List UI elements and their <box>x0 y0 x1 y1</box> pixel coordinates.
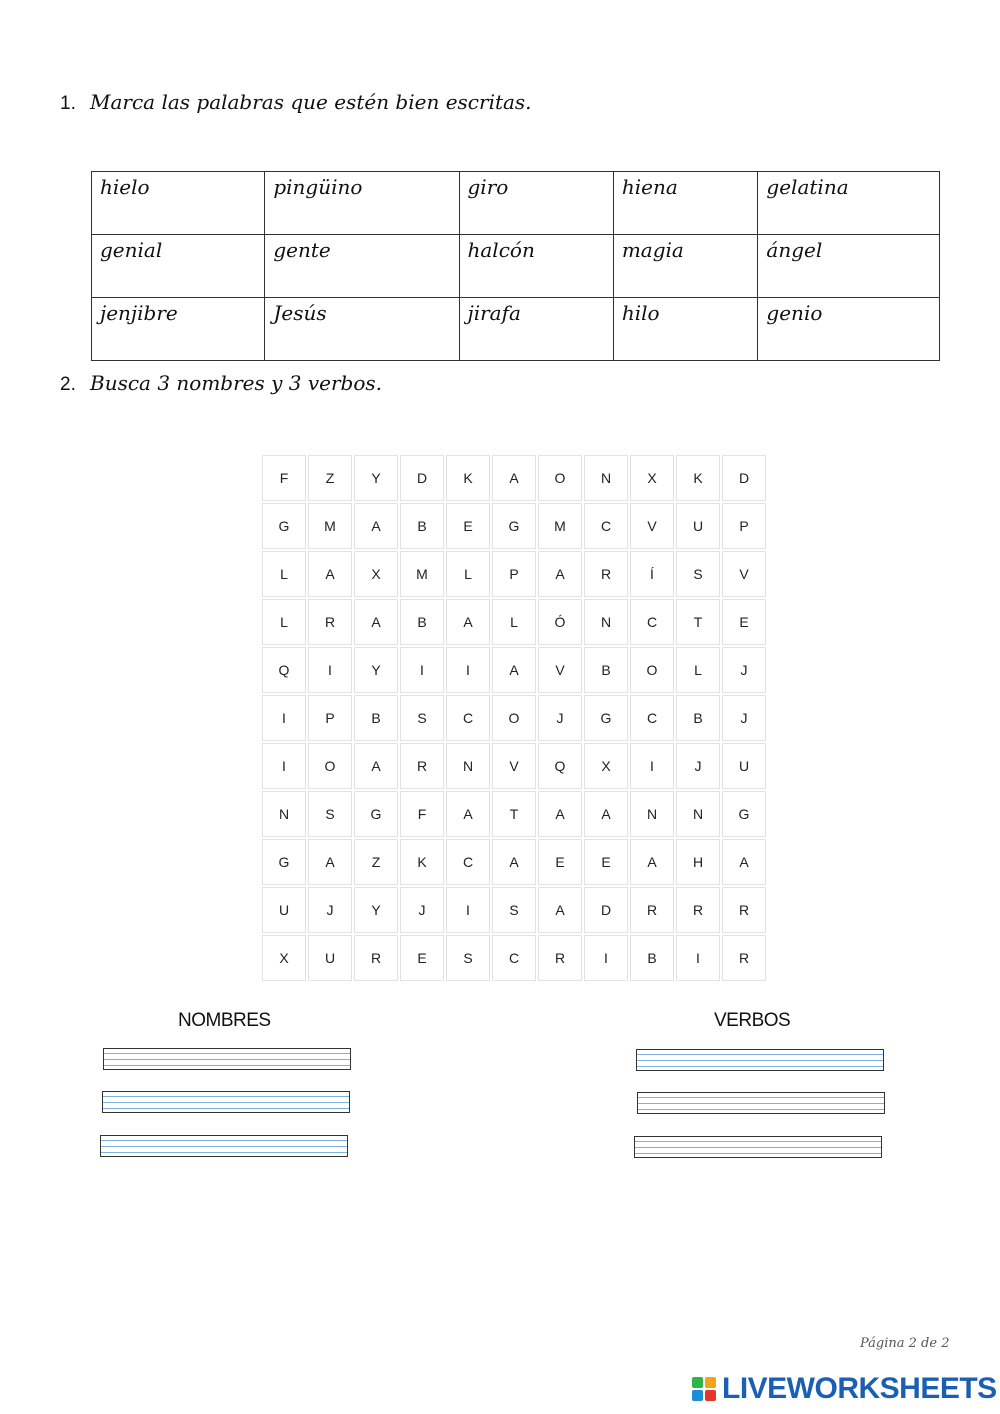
word-cell[interactable]: genial <box>92 235 265 298</box>
letter-cell[interactable]: P <box>722 503 766 549</box>
letter-cell[interactable]: A <box>538 791 582 837</box>
letter-cell[interactable]: C <box>492 935 536 981</box>
letter-cell[interactable]: J <box>676 743 720 789</box>
letter-cell[interactable]: Z <box>354 839 398 885</box>
letter-cell[interactable]: M <box>400 551 444 597</box>
word-cell[interactable]: pingüino <box>265 172 459 235</box>
letter-cell[interactable]: I <box>400 647 444 693</box>
letter-cell[interactable]: K <box>400 839 444 885</box>
letter-cell[interactable]: R <box>538 935 582 981</box>
letter-cell[interactable]: V <box>630 503 674 549</box>
letter-cell[interactable]: K <box>446 455 490 501</box>
letter-cell[interactable]: A <box>584 791 628 837</box>
letter-cell[interactable]: X <box>584 743 628 789</box>
letter-cell[interactable]: J <box>722 695 766 741</box>
letter-cell[interactable]: S <box>400 695 444 741</box>
verbos-answer-line-2[interactable] <box>637 1092 885 1114</box>
letter-cell[interactable]: G <box>492 503 536 549</box>
question-1-number: 1. <box>60 93 76 114</box>
brand-logo <box>692 1372 997 1406</box>
letter-cell[interactable]: R <box>676 887 720 933</box>
letter-cell[interactable]: Í <box>630 551 674 597</box>
letter-cell[interactable]: A <box>446 599 490 645</box>
letter-cell[interactable]: A <box>308 551 352 597</box>
letter-cell[interactable]: F <box>400 791 444 837</box>
word-cell[interactable]: hiena <box>613 172 758 235</box>
word-search-grid <box>262 455 766 981</box>
letter-cell[interactable]: Y <box>354 647 398 693</box>
letter-cell[interactable]: B <box>400 599 444 645</box>
letter-cell[interactable]: H <box>676 839 720 885</box>
letter-cell[interactable]: N <box>676 791 720 837</box>
letter-cell[interactable]: D <box>584 887 628 933</box>
letter-cell[interactable]: Q <box>262 647 306 693</box>
letter-cell[interactable]: L <box>262 599 306 645</box>
letter-cell[interactable]: J <box>308 887 352 933</box>
letter-cell[interactable]: G <box>262 839 306 885</box>
letter-cell[interactable]: A <box>492 839 536 885</box>
letter-cell[interactable]: I <box>630 743 674 789</box>
letter-cell[interactable]: U <box>722 743 766 789</box>
letter-cell[interactable]: I <box>262 695 306 741</box>
letter-cell[interactable]: D <box>722 455 766 501</box>
letter-cell[interactable]: A <box>354 599 398 645</box>
letter-cell[interactable]: Y <box>354 887 398 933</box>
nombres-answer-line-3[interactable] <box>100 1135 348 1157</box>
word-cell[interactable]: magia <box>613 235 758 298</box>
letter-cell[interactable]: S <box>308 791 352 837</box>
letter-cell[interactable]: O <box>538 455 582 501</box>
word-cell[interactable]: genio <box>758 298 940 361</box>
letter-cell[interactable]: E <box>446 503 490 549</box>
letter-cell[interactable]: G <box>354 791 398 837</box>
letter-cell[interactable]: J <box>400 887 444 933</box>
nombres-title: NOMBRES <box>178 1010 271 1031</box>
letter-cell[interactable]: A <box>354 503 398 549</box>
word-cell[interactable]: gelatina <box>758 172 940 235</box>
letter-cell[interactable]: Z <box>308 455 352 501</box>
letter-cell[interactable]: X <box>630 455 674 501</box>
word-cell[interactable]: gente <box>265 235 459 298</box>
letter-cell[interactable]: E <box>722 599 766 645</box>
letter-cell[interactable]: K <box>676 455 720 501</box>
letter-cell[interactable]: M <box>308 503 352 549</box>
letter-cell[interactable]: V <box>492 743 536 789</box>
letter-cell[interactable]: C <box>630 695 674 741</box>
letter-cell[interactable]: J <box>538 695 582 741</box>
nombres-answer-line-2[interactable] <box>102 1091 350 1113</box>
letter-cell[interactable]: F <box>262 455 306 501</box>
question-2-text: Busca 3 nombres y 3 verbos. <box>90 371 383 395</box>
page-number: Página 2 de 2 <box>860 1336 950 1351</box>
word-cell[interactable]: ángel <box>758 235 940 298</box>
letter-cell[interactable]: L <box>446 551 490 597</box>
word-cell[interactable]: Jesús <box>265 298 459 361</box>
letter-cell[interactable]: N <box>446 743 490 789</box>
question-2 <box>60 371 382 396</box>
letter-cell[interactable]: I <box>676 935 720 981</box>
words-table-row <box>92 172 940 235</box>
letter-cell[interactable]: Y <box>354 455 398 501</box>
letter-cell[interactable]: L <box>492 599 536 645</box>
letter-cell[interactable]: R <box>722 935 766 981</box>
letter-cell[interactable]: A <box>492 647 536 693</box>
letter-cell[interactable]: I <box>446 887 490 933</box>
letter-cell[interactable]: U <box>262 887 306 933</box>
letter-cell[interactable]: A <box>354 743 398 789</box>
letter-cell[interactable]: V <box>538 647 582 693</box>
question-1-text: Marca las palabras que estén bien escritas. <box>90 90 532 114</box>
letter-cell[interactable]: B <box>400 503 444 549</box>
word-cell[interactable]: giro <box>459 172 613 235</box>
letter-cell[interactable]: A <box>446 791 490 837</box>
letter-cell[interactable]: B <box>630 935 674 981</box>
letter-cell[interactable]: I <box>584 935 628 981</box>
letter-cell[interactable]: O <box>492 695 536 741</box>
letter-cell[interactable]: R <box>354 935 398 981</box>
letter-cell[interactable]: E <box>584 839 628 885</box>
letter-cell[interactable]: R <box>722 887 766 933</box>
letter-cell[interactable]: P <box>308 695 352 741</box>
letter-cell[interactable]: B <box>676 695 720 741</box>
letter-cell[interactable]: A <box>630 839 674 885</box>
letter-cell[interactable]: C <box>446 695 490 741</box>
letter-cell[interactable]: G <box>722 791 766 837</box>
question-1 <box>60 90 532 115</box>
letter-cell[interactable]: A <box>538 551 582 597</box>
letter-cell[interactable]: G <box>262 503 306 549</box>
letter-cell[interactable]: N <box>262 791 306 837</box>
letter-cell[interactable]: D <box>400 455 444 501</box>
letter-cell[interactable]: C <box>446 839 490 885</box>
verbos-answer-line-1[interactable] <box>636 1049 884 1071</box>
letter-cell[interactable]: P <box>492 551 536 597</box>
letter-cell[interactable]: R <box>308 599 352 645</box>
verbos-title: VERBOS <box>714 1010 791 1031</box>
letter-cell[interactable]: B <box>584 647 628 693</box>
word-cell[interactable]: halcón <box>459 235 613 298</box>
letter-cell[interactable]: S <box>676 551 720 597</box>
letter-cell[interactable]: U <box>676 503 720 549</box>
letter-cell[interactable]: G <box>584 695 628 741</box>
letter-cell[interactable]: A <box>538 887 582 933</box>
letter-cell[interactable]: I <box>262 743 306 789</box>
question-2-number: 2. <box>60 374 76 395</box>
letter-cell[interactable]: R <box>630 887 674 933</box>
word-cell[interactable]: hilo <box>613 298 758 361</box>
letter-cell[interactable]: S <box>492 887 536 933</box>
letter-cell[interactable]: I <box>446 647 490 693</box>
word-cell[interactable]: jenjibre <box>92 298 265 361</box>
letter-cell[interactable]: O <box>308 743 352 789</box>
letter-cell[interactable]: V <box>722 551 766 597</box>
nombres-answer-line-1[interactable] <box>103 1048 351 1070</box>
letter-cell[interactable]: L <box>262 551 306 597</box>
letter-cell[interactable]: E <box>538 839 582 885</box>
letter-cell[interactable]: B <box>354 695 398 741</box>
letter-cell[interactable]: U <box>308 935 352 981</box>
letter-cell[interactable]: C <box>630 599 674 645</box>
verbos-answer-line-3[interactable] <box>634 1136 882 1158</box>
word-cell[interactable]: hielo <box>92 172 265 235</box>
letter-cell[interactable]: I <box>308 647 352 693</box>
letter-cell[interactable]: E <box>400 935 444 981</box>
letter-cell[interactable]: R <box>584 551 628 597</box>
brand-name: LIVEWORKSHEETS <box>722 1372 997 1405</box>
letter-cell[interactable]: N <box>584 455 628 501</box>
letter-cell[interactable]: J <box>722 647 766 693</box>
letter-cell[interactable]: N <box>584 599 628 645</box>
letter-cell[interactable]: M <box>538 503 582 549</box>
letter-cell[interactable]: S <box>446 935 490 981</box>
letter-cell[interactable]: Ó <box>538 599 582 645</box>
letter-cell[interactable]: X <box>262 935 306 981</box>
letter-cell[interactable]: O <box>630 647 674 693</box>
letter-cell[interactable]: A <box>308 839 352 885</box>
letter-cell[interactable]: L <box>676 647 720 693</box>
letter-cell[interactable]: N <box>630 791 674 837</box>
letter-cell[interactable]: X <box>354 551 398 597</box>
letter-cell[interactable]: T <box>676 599 720 645</box>
letter-cell[interactable]: C <box>584 503 628 549</box>
letter-cell[interactable]: A <box>722 839 766 885</box>
word-cell[interactable]: jirafa <box>459 298 613 361</box>
letter-cell[interactable]: Q <box>538 743 582 789</box>
words-table-row <box>92 235 940 298</box>
letter-cell[interactable]: A <box>492 455 536 501</box>
words-table <box>91 171 940 361</box>
letter-cell[interactable]: R <box>400 743 444 789</box>
liveworksheets-icon <box>692 1377 716 1401</box>
words-table-row <box>92 298 940 361</box>
letter-cell[interactable]: T <box>492 791 536 837</box>
